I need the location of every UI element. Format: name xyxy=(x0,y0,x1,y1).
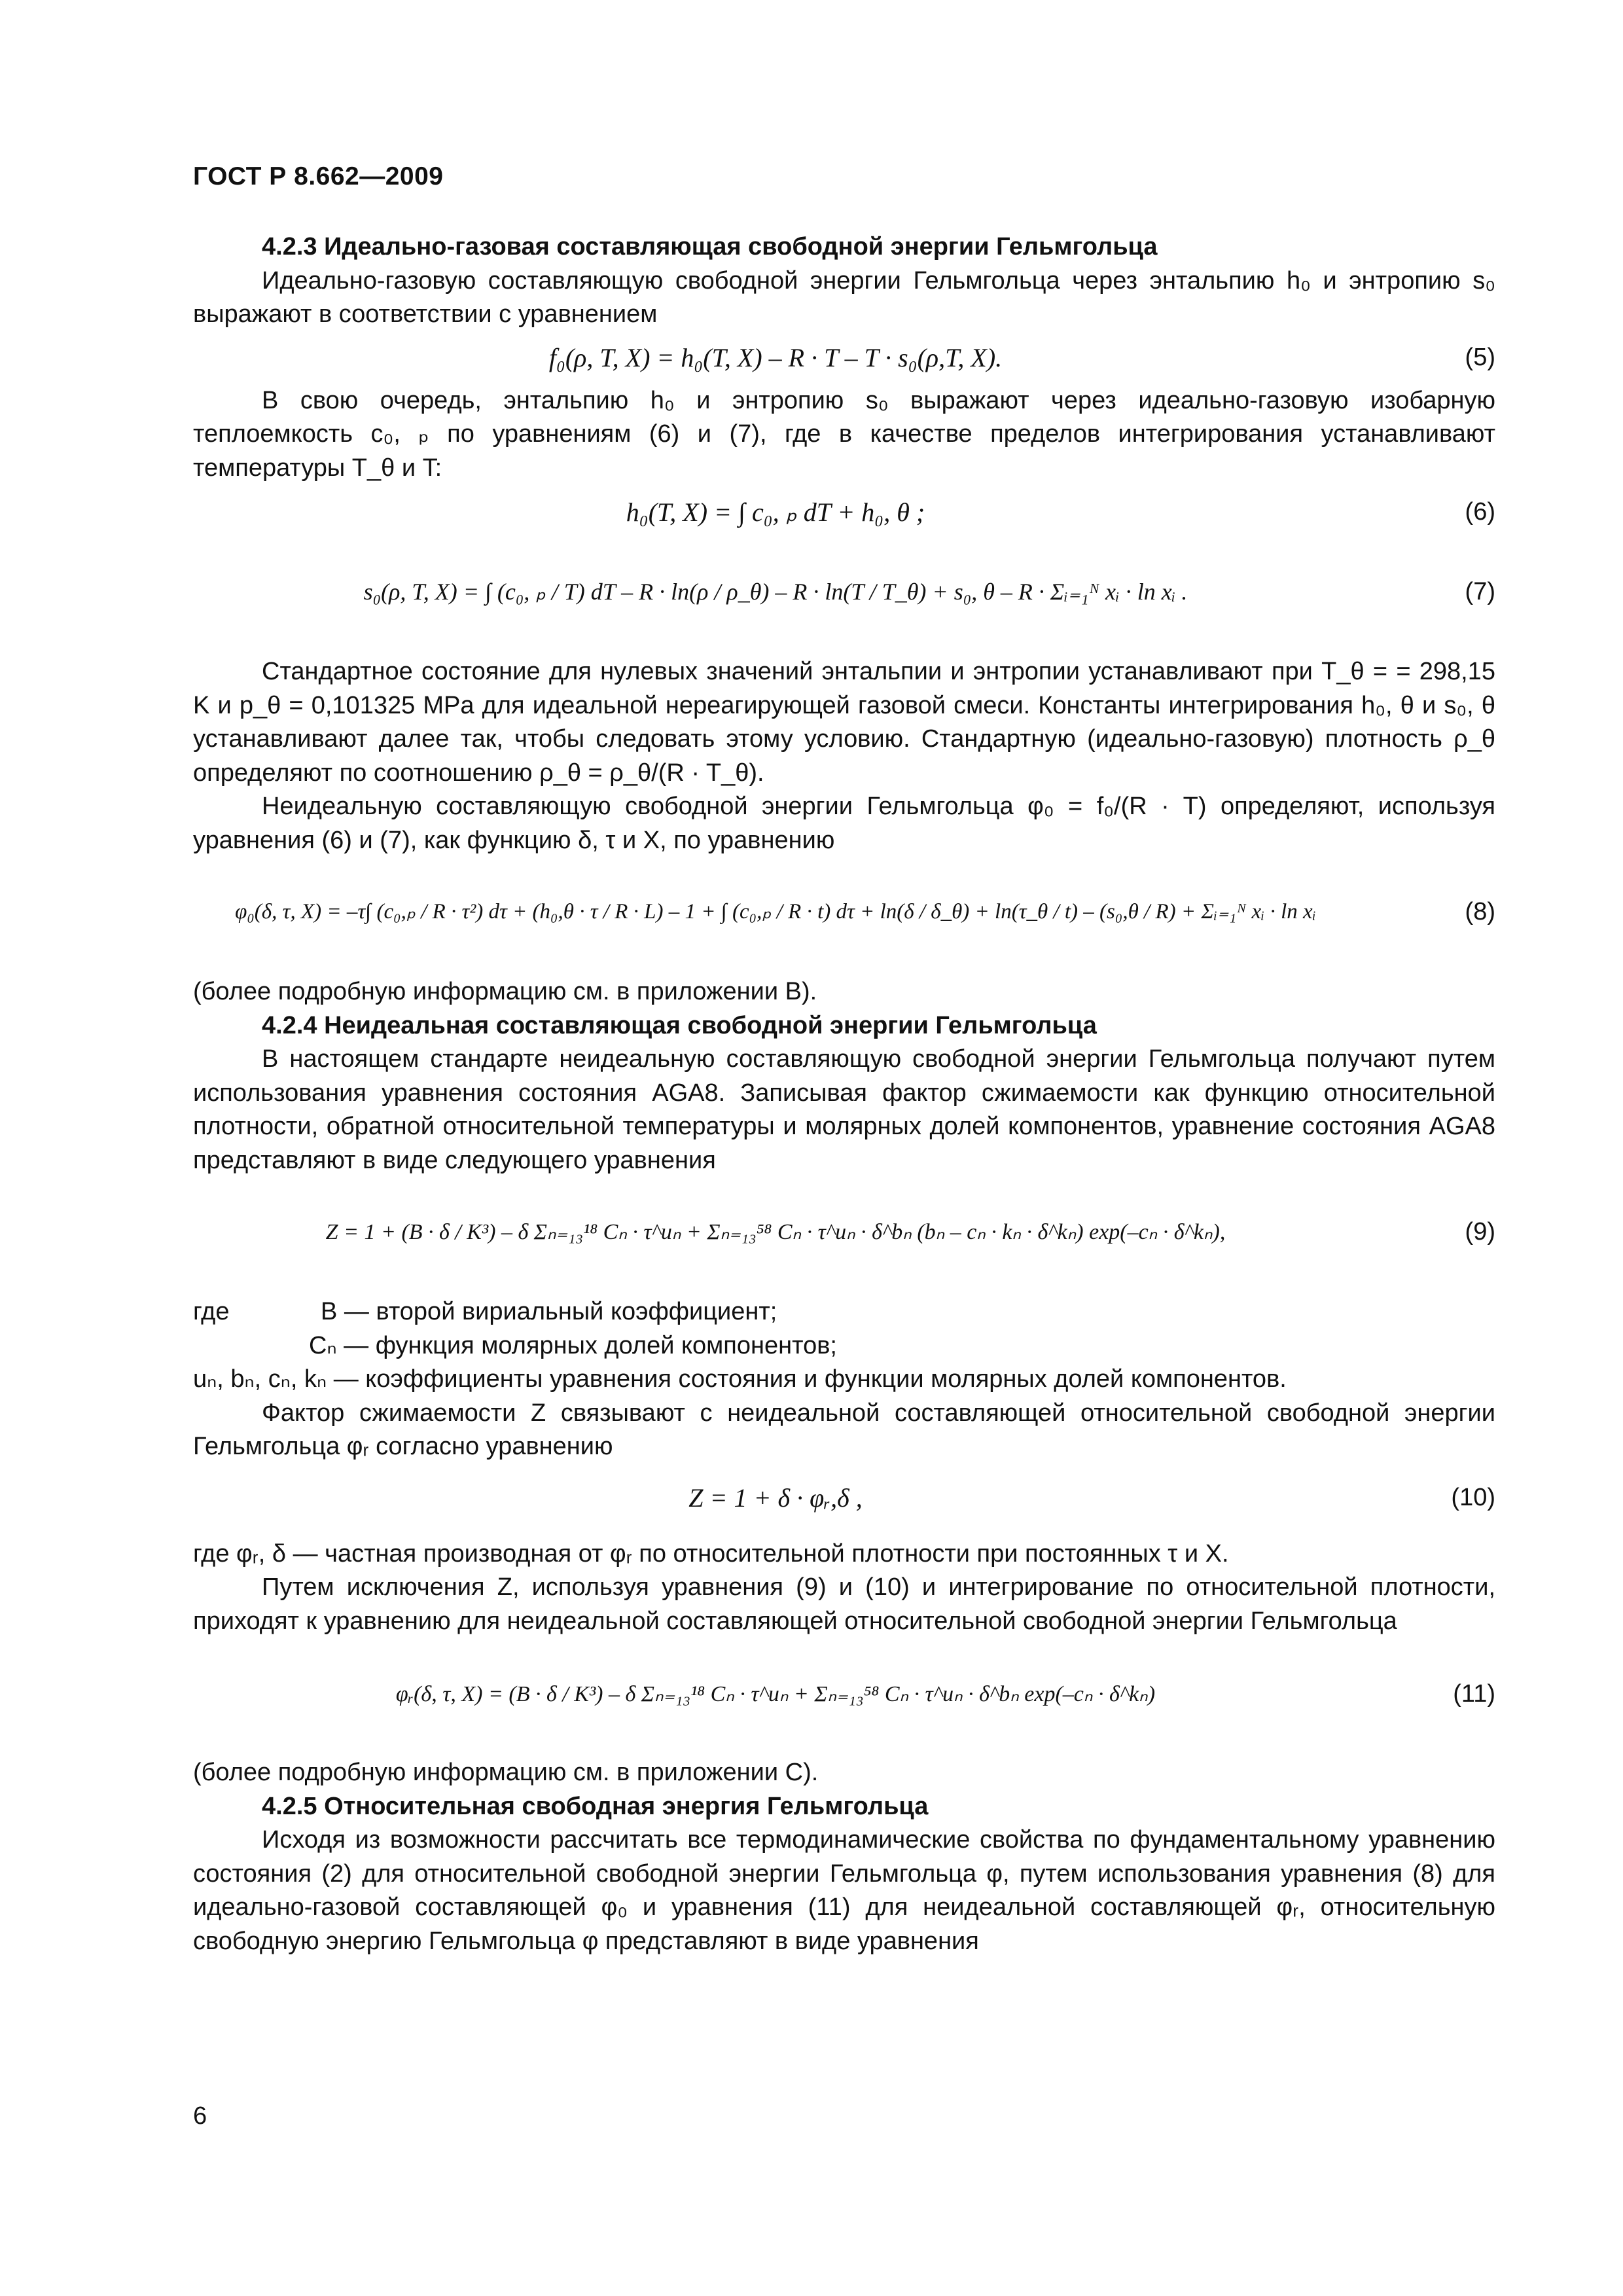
paragraph: (более подробную информацию см. в приложении В). xyxy=(193,978,817,1005)
where-item: Cₙ — функция молярных долей компонентов; xyxy=(309,1331,837,1359)
equation-11-number: (11) xyxy=(1453,1680,1495,1708)
paragraph: Стандартное состояние для нулевых значений энтальпии и энтропии устанавливают при T_θ = = 298,15 K и p_θ = 0,101325 MPa для идеальной нереагирующей газовой смеси. Константы интегрирования h₀, θ и s₀, θ устанавливают далее так, чтобы следовать этому условию. Стандартную (идеально-газовую) плотность ρ_θ определяют по соотношению ρ_θ = ρ_θ/(R · T_θ). xyxy=(193,658,1495,787)
paragraph: (более подробную информацию см. в приложении С). xyxy=(193,1759,819,1786)
equation-10-number: (10) xyxy=(1451,1483,1495,1511)
section-heading-4-2-4: 4.2.4 Неидеальная составляющая свободной энергии Гельмгольца xyxy=(262,1011,1097,1039)
page-number: 6 xyxy=(193,2102,207,2130)
equation-7-body: s₀(ρ, T, X) = ∫ (c₀, ₚ / T) dT – R · ln(ρ / ρ_θ) – R · ln(T / T_θ) + s₀, θ – R · Σᵢ₌₁ᴺ xᵢ · ln xᵢ . xyxy=(363,579,1188,605)
where-line-2 xyxy=(193,1329,1495,1363)
paragraph: Неидеальную составляющую свободной энергии Гельмгольца φ₀ = f₀/(R · T) определяют, используя уравнения (6) и (7), как функцию δ, τ и X, по уравнению xyxy=(193,793,1495,854)
equation-5-body: f₀(ρ, T, X) = h₀(T, X) – R · T – T · s₀(ρ,T, X). xyxy=(548,342,1003,372)
equation-9-number: (9) xyxy=(1465,1218,1495,1246)
paragraph: Идеально-газовую составляющую свободной энергии Гельмгольца через энтальпию h₀ и энтропию s₀ выражают в соответствии с уравнением xyxy=(193,266,1495,328)
paragraph: Путем исключения Z, используя уравнения (9) и (10) и интегрирование по относительной плотности, приходят к уравнению для неидеальной составляющей относительной свободной энергии Гельмгольца xyxy=(193,1573,1495,1635)
paragraph: В настоящем стандарте неидеальную составляющую свободной энергии Гельмгольца получают путем использования уравнения состояния AGA8. Записывая фактор сжимаемости как функцию относительной плотности, обратной относительной температуры и молярных долей компонентов, уравнение состояния AGA8 представляют в виде следующего уравнения xyxy=(193,1045,1495,1174)
equation-11-body: φᵣ(δ, τ, X) = (B · δ / K³) – δ Σₙ₌₁₃¹⁸ Cₙ · τ^uₙ + Σₙ₌₁₃⁵⁸ Cₙ · τ^uₙ · δ^bₙ exp(–cₙ · δ^kₙ) xyxy=(395,1682,1156,1706)
equation-9 xyxy=(193,1177,1495,1295)
paragraph: Фактор сжимаемости Z связывают с неидеальной составляющей относительной свободной энергии Гельмгольца φᵣ согласно уравнению xyxy=(193,1399,1495,1460)
equation-6-body: h₀(T, X) = ∫ c₀, ₚ dT + h₀, θ ; xyxy=(626,497,925,527)
where-label: где xyxy=(193,1298,230,1325)
equation-6-number: (6) xyxy=(1465,498,1495,526)
equation-6 xyxy=(193,485,1495,544)
equation-8-body: φ₀(δ, τ, X) = –τ∫ (c₀,ₚ / R · τ²) dτ + (h₀,θ · τ / R · L) – 1 + ∫ (c₀,ₚ / R · t) dτ + ln(δ / δ_θ) + ln(τ_θ / t) – (s₀,θ / R) + Σᵢ₌₁ᴺ xᵢ · ln xᵢ xyxy=(235,900,1316,924)
equation-7-number: (7) xyxy=(1465,578,1495,605)
standard-header: ГОСТ Р 8.662—2009 xyxy=(193,162,444,190)
equation-9-body: Z = 1 + (B · δ / K³) – δ Σₙ₌₁₃¹⁸ Cₙ · τ^uₙ + Σₙ₌₁₃⁵⁸ Cₙ · τ^uₙ · δ^bₙ (bₙ – cₙ · kₙ · δ^kₙ) exp(–cₙ · δ^kₙ), xyxy=(325,1220,1226,1244)
where-line-3 xyxy=(193,1363,1495,1397)
paragraph: где φᵣ, δ — частная производная от φᵣ по относительной плотности при постоянных τ и X. xyxy=(193,1539,1229,1568)
page-content xyxy=(193,230,1495,1958)
equation-5 xyxy=(193,332,1495,384)
where-item: B — второй вириальный коэффициент; xyxy=(321,1298,777,1325)
equation-5-number: (5) xyxy=(1465,343,1495,371)
where-item: uₙ, bₙ, cₙ, kₙ — коэффициенты уравнения состояния и функции молярных долей компонентов. xyxy=(193,1365,1287,1393)
paragraph: Исходя из возможности рассчитать все термодинамические свойства по фундаментальному уравнению состояния (2) для относительной свободной энергии Гельмгольца φ, путем использования уравнения (8) для идеально-газовой составляющей φ₀ и уравнения (11) для неидеальной составляющей φᵣ, относительную свободную энергию Гельмгольца φ представляют в виде уравнения xyxy=(193,1826,1495,1955)
equation-8-number: (8) xyxy=(1465,898,1495,925)
paragraph: В свою очередь, энтальпию h₀ и энтропию s₀ выражают через идеально-газовую изобарную теплоемкость c₀, ₚ по уравнениям (6) и (7), где в качестве пределов интегрирования устанавливают температуры T_θ и T: xyxy=(193,386,1495,482)
equation-11 xyxy=(193,1638,1495,1756)
section-heading-4-2-5: 4.2.5 Относительная свободная энергия Гельмгольца xyxy=(262,1792,929,1820)
equation-10-body: Z = 1 + δ · φᵣ,δ , xyxy=(688,1482,863,1513)
equation-10 xyxy=(193,1464,1495,1537)
section-heading-4-2-3: 4.2.3 Идеально-газовая составляющая свободной энергии Гельмгольца xyxy=(262,233,1158,260)
equation-8 xyxy=(193,857,1495,975)
where-line-1 xyxy=(193,1295,1495,1329)
equation-7 xyxy=(193,544,1495,655)
